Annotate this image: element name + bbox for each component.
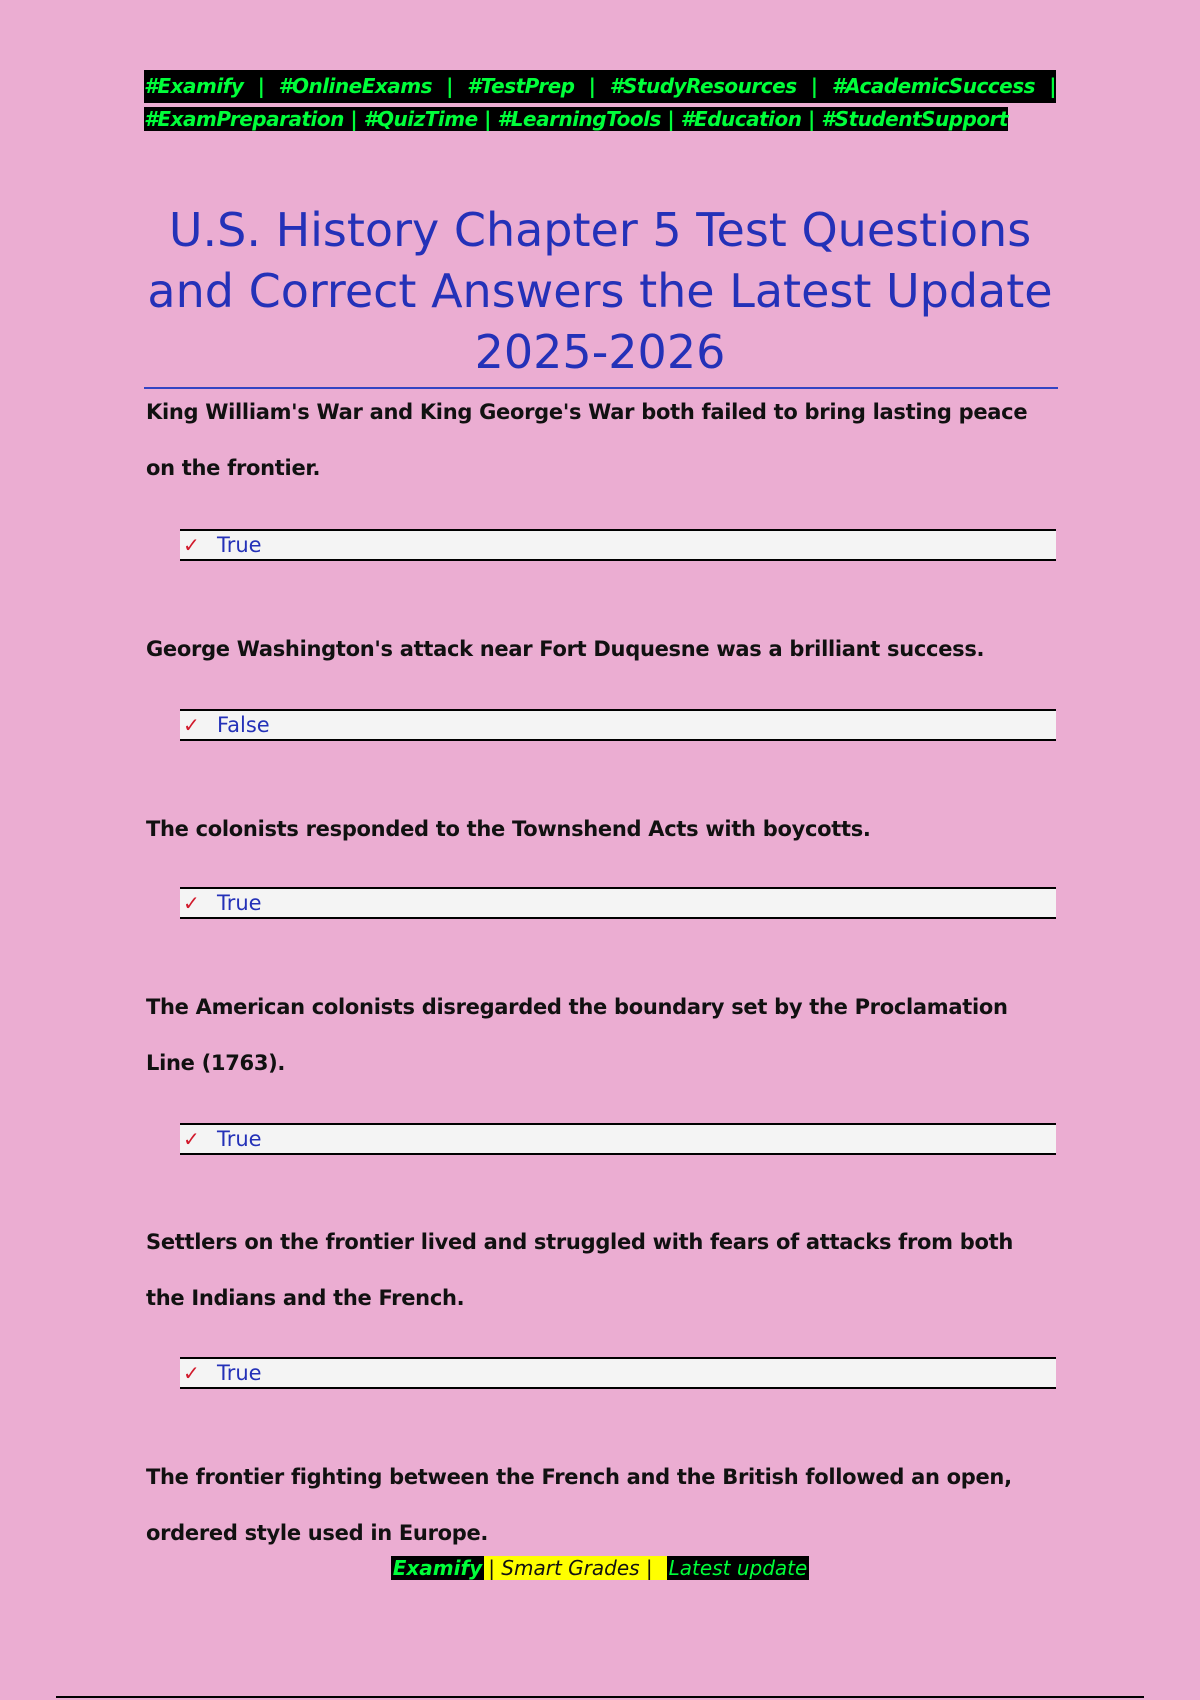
question-6: The frontier fighting between the French and the British followed an open, ordered style used in Europe.	[146, 1465, 1012, 1545]
answer-box-1	[180, 529, 1056, 561]
check-icon: ✓	[183, 533, 200, 557]
footer-brand: Examify	[392, 1556, 483, 1580]
answer-box-5	[180, 1357, 1056, 1389]
answer-5: True	[217, 1361, 262, 1385]
answer-box-4	[180, 1123, 1056, 1155]
answer-1: True	[217, 533, 262, 557]
hashtag-banner	[144, 70, 1056, 136]
question-3: The colonists responded to the Townshend Acts with boycotts.	[146, 817, 871, 841]
check-icon: ✓	[183, 1127, 200, 1151]
question-2: George Washington's attack near Fort Duquesne was a brilliant success.	[146, 637, 985, 661]
footer-latest-update: Latest update	[668, 1556, 808, 1580]
question-1: King William's War and King George's War both failed to bring lasting peace on the frontier.	[146, 400, 1028, 480]
document-title: U.S. History Chapter 5 Test Questions and Correct Answers the Latest Update 2025-2026	[147, 203, 1053, 379]
answer-4: True	[217, 1127, 262, 1151]
check-icon: ✓	[183, 1361, 200, 1385]
footer-banner	[0, 1554, 1200, 1582]
page-bottom-rule	[56, 1696, 1144, 1698]
hashtag-line-2: #ExamPreparation | #QuizTime | #LearningTools | #Education | #StudentSupport	[144, 107, 1008, 131]
question-5: Settlers on the frontier lived and struggled with fears of attacks from both the Indians and the French.	[146, 1230, 1014, 1310]
footer-middle: | Smart Grades |	[484, 1556, 666, 1580]
answer-box-2	[180, 709, 1056, 741]
check-icon: ✓	[183, 891, 200, 915]
question-4: The American colonists disregarded the boundary set by the Proclamation Line (1763).	[146, 995, 1008, 1075]
hashtag-line-1: #Examify | #OnlineExams | #TestPrep | #StudyResources | #AcademicSuccess |	[144, 70, 1056, 103]
answer-3: True	[217, 891, 262, 915]
answer-box-3	[180, 887, 1056, 919]
answer-2: False	[217, 713, 270, 737]
check-icon: ✓	[183, 713, 200, 737]
